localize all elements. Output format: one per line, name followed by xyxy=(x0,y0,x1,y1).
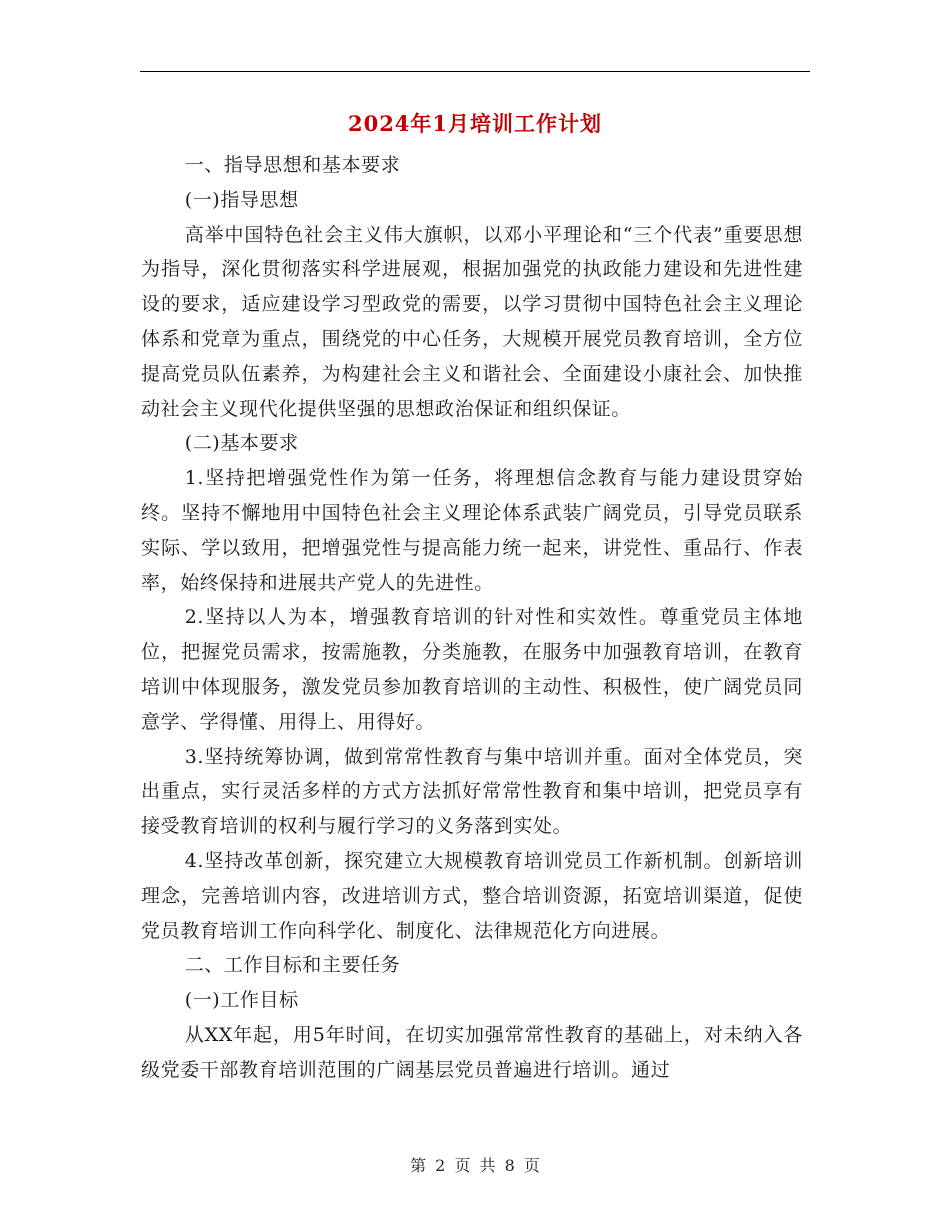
requirement-item-4: 4.坚持改革创新，探究建立大规模教育培训党员工作新机制。创新培训理念，完善培训内容，改进培训方式，整合培训资源，拓宽培训渠道，促使党员教育培训工作向科学化、制度化、法律规范化方向进展。 xyxy=(141,849,803,942)
requirement-item-1: 1.坚持把增强党性作为第一任务，将理想信念教育与能力建设贯穿始终。坚持不懈地用中国特色社会主义理论体系武装广阔党员，引导党员联系实际、学以致用，把增强党性与提高能力统一起来，讲党性、重品行、作表率，始终保持和进展共产党人的先进性。 xyxy=(141,467,803,594)
section-heading-1: 一、指导思想和基本要求 xyxy=(184,154,401,176)
body-paragraph: 高举中国特色社会主义伟大旗帜，以邓小平理论和“三个代表”重要思想为指导，深化贯彻落实科学进展观，根据加强党的执政能力建设和先进性建设的要求，适应建设学习型政党的需要，以学习贯彻中国特色社会主义理论体系和党章为重点，围绕党的中心任务，大规模开展党员教育培训，全方位提高党员队伍素养，为构建社会主义和谐社会、全面建设小康社会、加快推动社会主义现代化提供坚强的思想政治保证和组织保证。 xyxy=(141,223,803,420)
page-number: 第 2 页 共 8 页 xyxy=(410,1156,540,1175)
body-paragraph: 从XX年起，用5年时间，在切实加强常常性教育的基础上，对未纳入各级党委干部教育培训范围的广阔基层党员普遍进行培训。通过 xyxy=(141,1023,803,1081)
section-heading-2: 二、工作目标和主要任务 xyxy=(184,954,401,977)
header-rule xyxy=(140,71,810,72)
document-title: 2024年1月培训工作计划 xyxy=(347,111,603,136)
document-body xyxy=(141,148,803,1088)
requirement-item-2: 2.坚持以人为本，增强教育培训的针对性和实效性。尊重党员主体地位，把握党员需求，按需施教，分类施教，在服务中加强教育培训，在教育培训中体现服务，激发党员参加教育培训的主动性、积极性，使广阔党员同意学、学得懂、用得上、用得好。 xyxy=(141,606,803,733)
subsection-heading-basic-requirements: (二)基本要求 xyxy=(184,432,299,455)
subsection-heading-guiding-thought: (一)指导思想 xyxy=(184,188,299,211)
requirement-item-3: 3.坚持统筹协调，做到常常性教育与集中培训并重。面对全体党员，突出重点，实行灵活多样的方式方法抓好常常性教育和集中培训，把党员享有接受教育培训的权利与履行学习的义务落到实处。 xyxy=(141,745,803,838)
subsection-heading-work-goals: (一)工作目标 xyxy=(184,989,299,1012)
